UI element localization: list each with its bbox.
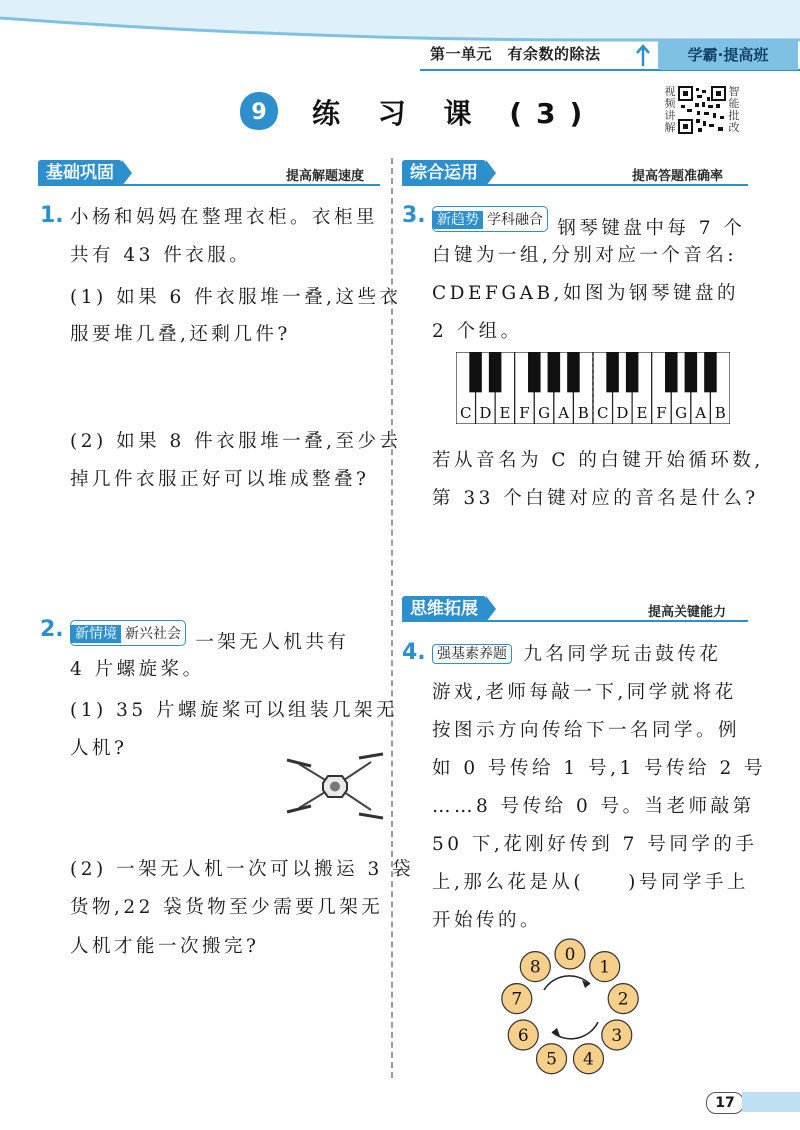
- q3-number: 3.: [402, 203, 426, 228]
- q2-part1-line-1: (1) 35 片螺旋桨可以组装几架无: [70, 700, 399, 721]
- section-rule-thinking: [402, 620, 748, 622]
- black-key: [704, 352, 717, 392]
- q1-line-2: 共有 43 件衣服。: [70, 245, 252, 266]
- q1-number: 1.: [40, 203, 64, 228]
- white-key-label: D: [479, 404, 492, 422]
- white-key-label: E: [636, 404, 648, 422]
- section-sub-comprehensive: 提高答题准确率: [632, 169, 724, 184]
- q3-tag-interdisciplinary: 学科融合: [483, 211, 547, 229]
- black-key: [548, 352, 561, 392]
- qr-code-icon[interactable]: [678, 86, 726, 134]
- student-number: 1: [599, 957, 611, 978]
- student-number: 7: [511, 989, 523, 1010]
- black-key: [606, 352, 619, 392]
- q3-tag-new-trend: 新趋势: [433, 211, 483, 229]
- q1-part1-line-2: 服要堆几叠,还剩几件?: [70, 324, 291, 345]
- q4-line-5: ……8 号传给 0 号。当老师敲第: [432, 796, 755, 817]
- black-key: [528, 352, 541, 392]
- section-rule-comprehensive: [402, 184, 748, 186]
- q4-line-8: 开始传的。: [432, 910, 543, 931]
- q2-part2-line-2: 货物,22 袋货物至少需要几架无: [70, 897, 384, 918]
- section-tab-comprehensive: 综合运用: [402, 160, 486, 186]
- white-key-label: E: [499, 404, 511, 422]
- black-key: [469, 352, 482, 392]
- q2-part2-line-1: (2) 一架无人机一次可以搬运 3 袋: [70, 859, 415, 880]
- page-title: 练 习 课 (3): [312, 97, 597, 130]
- section-tab-basic: 基础巩固: [38, 160, 122, 186]
- q3-tag-group: [432, 206, 548, 232]
- q1-part1-line-1: (1) 如果 6 件衣服堆一叠,这些衣: [70, 287, 402, 308]
- white-key-label: C: [460, 404, 472, 422]
- qr-label-right: 智 能 批 改: [728, 85, 740, 134]
- q2-tag-new-scenario: 新情境: [71, 625, 121, 643]
- student-number: 3: [611, 1026, 623, 1046]
- q3-line-3: CDEFGAB,如图为钢琴键盘的: [432, 283, 739, 304]
- student-number: 0: [564, 945, 576, 965]
- q4-line-1-text: 九名同学玩击鼓传花: [523, 644, 722, 665]
- q3-line-2: 白键为一组,分别对应一个音名:: [432, 245, 738, 266]
- q1-line-1: 小杨和妈妈在整理衣柜。衣柜里: [70, 207, 379, 228]
- black-key: [685, 352, 698, 392]
- qr-block[interactable]: [664, 86, 744, 138]
- white-key-label: F: [656, 404, 667, 422]
- unit-title: 第一单元 有余数的除法: [430, 45, 601, 63]
- q4-line-4: 如 0 号传给 1 号,1 号传给 2 号: [432, 758, 767, 779]
- clockwise-arrow-bottom: [552, 1022, 598, 1039]
- piano-keyboard-figure: [456, 352, 730, 424]
- lesson-number-badge: [238, 90, 280, 132]
- q2-tag-group: [70, 620, 186, 646]
- passing-circle-figure: [490, 938, 650, 1078]
- q4-tag-strong-foundation: 强基素养题: [432, 644, 512, 664]
- qr-label-left: 视 频 讲 解: [664, 85, 676, 134]
- q4-line-3: 按图示方向传给下一名同学。例: [432, 720, 741, 741]
- section-sub-basic: 提高解题速度: [286, 169, 365, 184]
- q2-part2-line-3: 人机才能一次搬完?: [70, 936, 260, 957]
- brand-arrow-icon: [632, 42, 654, 68]
- page-strip-decoration: [742, 1092, 800, 1112]
- white-key-label: C: [597, 404, 609, 422]
- q3-line-1: [432, 206, 745, 241]
- q2-line-1: [70, 620, 349, 655]
- white-key-label: A: [695, 404, 707, 422]
- section-rule-basic: [38, 184, 380, 186]
- q4-line-1: [432, 643, 721, 667]
- q4-line-2: 游戏,老师每敲一下,同学就将花: [432, 682, 737, 703]
- brand-label: 学霸·提高班: [658, 40, 798, 70]
- page-number: 17: [706, 1092, 744, 1114]
- black-key: [489, 352, 502, 392]
- black-key: [567, 352, 580, 392]
- student-number: 5: [546, 1049, 557, 1070]
- q4-line-7: 上,那么花是从( )号同学手上: [432, 872, 749, 893]
- q3-line-1-text: 钢琴键盘中每 7 个: [557, 218, 746, 239]
- student-number: 8: [529, 957, 541, 978]
- lesson-number: 9: [251, 100, 267, 125]
- q2-number: 2.: [40, 617, 64, 642]
- q3-after-line-1: 若从音名为 C 的白键开始循环数,: [432, 450, 764, 471]
- q2-line-1-text: 一架无人机共有: [195, 632, 350, 653]
- white-key-label: A: [558, 404, 570, 422]
- drone-illustration: [285, 750, 385, 822]
- white-key-label: G: [538, 404, 551, 422]
- q2-part1-line-2: 人机?: [70, 738, 128, 759]
- white-key-label: G: [675, 404, 688, 422]
- q1-part2-line-2: 掉几件衣服正好可以堆成整叠?: [70, 469, 370, 490]
- q3-after-line-2: 第 33 个白键对应的音名是什么?: [432, 488, 759, 509]
- q4-line-6: 50 下,花刚好传到 7 号同学的手: [432, 834, 758, 855]
- white-key-label: B: [714, 404, 726, 422]
- q2-line-2: 4 片螺旋桨。: [70, 659, 205, 680]
- student-number: 4: [583, 1049, 594, 1070]
- student-number: 6: [517, 1026, 529, 1046]
- white-key-label: D: [616, 404, 629, 422]
- header-right: [420, 40, 800, 70]
- white-key-label: F: [519, 404, 530, 422]
- q3-line-4: 2 个组。: [432, 321, 523, 342]
- section-tab-thinking: 思维拓展: [402, 596, 486, 622]
- q1-part2-line-1: (2) 如果 8 件衣服堆一叠,至少去: [70, 431, 402, 452]
- section-sub-thinking: 提高关键能力: [648, 605, 727, 620]
- black-key: [626, 352, 639, 392]
- black-key: [665, 352, 678, 392]
- student-number: 2: [617, 989, 629, 1010]
- q4-number: 4.: [402, 640, 426, 665]
- q2-tag-society: 新兴社会: [121, 625, 185, 643]
- white-key-label: B: [577, 404, 589, 422]
